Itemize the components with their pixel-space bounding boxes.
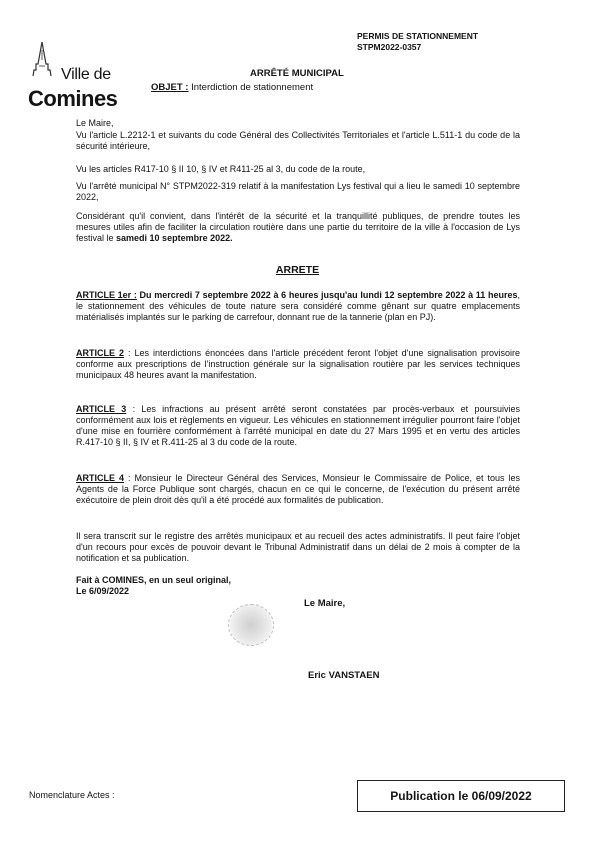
article-2	[76, 348, 520, 381]
article-text: : Les infractions au présent arrêté seront constatées par procès-verbaux et poursuivies conformément aux lois et règlements en vigueur. Les véhicules en stationnement irrégulier pourront faire l'objet d'une mise en fourrière conformément à l'arrêté municipal en date du 27 Mars 1995 et en vertu des articles R.417-10 § II, § IV et R.411-25 al 3 du code de la route.	[76, 404, 520, 447]
objet-text: Interdiction de stationnement	[191, 82, 314, 93]
considerant-date: samedi 10 septembre 2022.	[116, 233, 233, 243]
transcription-paragraph: Il sera transcrit sur le registre des arrêtés municipaux et au recueil des actes administratifs. Il peut faire l'objet d'un recours pour excès de pouvoir devant le Tribunal Administratif dans un délai de 2 mois à compter de la notification et sa publication.	[76, 531, 520, 563]
article-3	[76, 404, 520, 448]
official-stamp-icon	[228, 604, 274, 646]
publication-date: Publication le 06/09/2022	[390, 789, 532, 803]
fait-date: Le 6/09/2022	[76, 586, 130, 596]
signatory-role: Le Maire,	[304, 598, 346, 609]
article-label: ARTICLE 3	[76, 404, 127, 414]
article-4	[76, 473, 520, 506]
nomenclature-label: Nomenclature Actes :	[29, 790, 115, 800]
article-text: : Les interdictions énoncées dans l'article précédent feront l'objet d'une signalisation provisoire conforme aux prescriptions de l'instruction générale sur la signalisation routière par les services techniques municipaux 48 heures avant la manifestation.	[76, 348, 520, 380]
signatory-name: Eric VANSTAEN	[308, 670, 380, 681]
article-label: ARTICLE 1er :	[76, 290, 137, 300]
permit-type: PERMIS DE STATIONNEMENT	[357, 31, 479, 41]
objet-label: OBJET :	[151, 82, 189, 93]
permit-number: STPM2022-0357	[357, 42, 422, 52]
article-text: : Monsieur le Directeur Général des Services, Monsieur le Commissaire de Police, et tous les Agents de la Force Publique sont chargés, chacun en ce qui le concerne, de l'exécution du présent arrêté exécutoire de plein droit dès qu'il a été procédé aux formalités de publication.	[76, 473, 520, 505]
permit-header	[357, 31, 478, 53]
considerant-paragraph	[76, 211, 520, 244]
logo-ville-text: Ville de	[61, 66, 111, 83]
article-label: ARTICLE 2	[76, 348, 125, 358]
article-1	[76, 290, 520, 323]
article-bold-text: Du mercredi 7 septembre 2022 à 6 heures jusqu'au lundi 12 septembre 2022 à 11 heures	[136, 290, 518, 300]
article-text: , le stationnement des véhicules de toute nature sera considéré comme gênant sur quatre emplacements matérialisés implantés sur le parking de carrefour, donnant rue de la tannerie (plan en PJ).	[76, 290, 520, 322]
fait-place: Fait à COMINES, en un seul original,	[76, 575, 232, 585]
le-maire-intro: Le Maire,	[76, 118, 114, 128]
vu-paragraph-1: Vu l'article L.2212-1 et suivants du code Général des Collectivités Territoriales et l'article L.511-1 du code de la sécurité intérieure,	[76, 130, 520, 151]
vu-paragraph-3: Vu l'arrêté municipal N° STPM2022-319 relatif à la manifestation Lys festival qui a lieu le samedi 10 septembre 2022,	[76, 181, 520, 202]
article-label: ARTICLE 4	[76, 473, 124, 483]
objet-line	[151, 82, 313, 93]
arrete-heading: ARRETE	[275, 264, 320, 276]
considerant-text: Considérant qu'il convient, dans l'intérêt de la sécurité et la tranquillité publiques, de prendre toutes les mesures utiles afin de faciliter la circulation routière dans une partie du territoire de la ville à l'occasion de Lys festival le	[76, 211, 520, 243]
logo-comines-text: Comines	[28, 86, 118, 111]
fait-block	[76, 575, 231, 597]
publication-box	[357, 780, 565, 812]
vu-paragraph-2: Vu les articles R417-10 § II 10, § IV et R411-25 al 3, du code de la route,	[76, 164, 366, 174]
document-title: ARRÊTÉ MUNICIPAL	[250, 68, 344, 79]
